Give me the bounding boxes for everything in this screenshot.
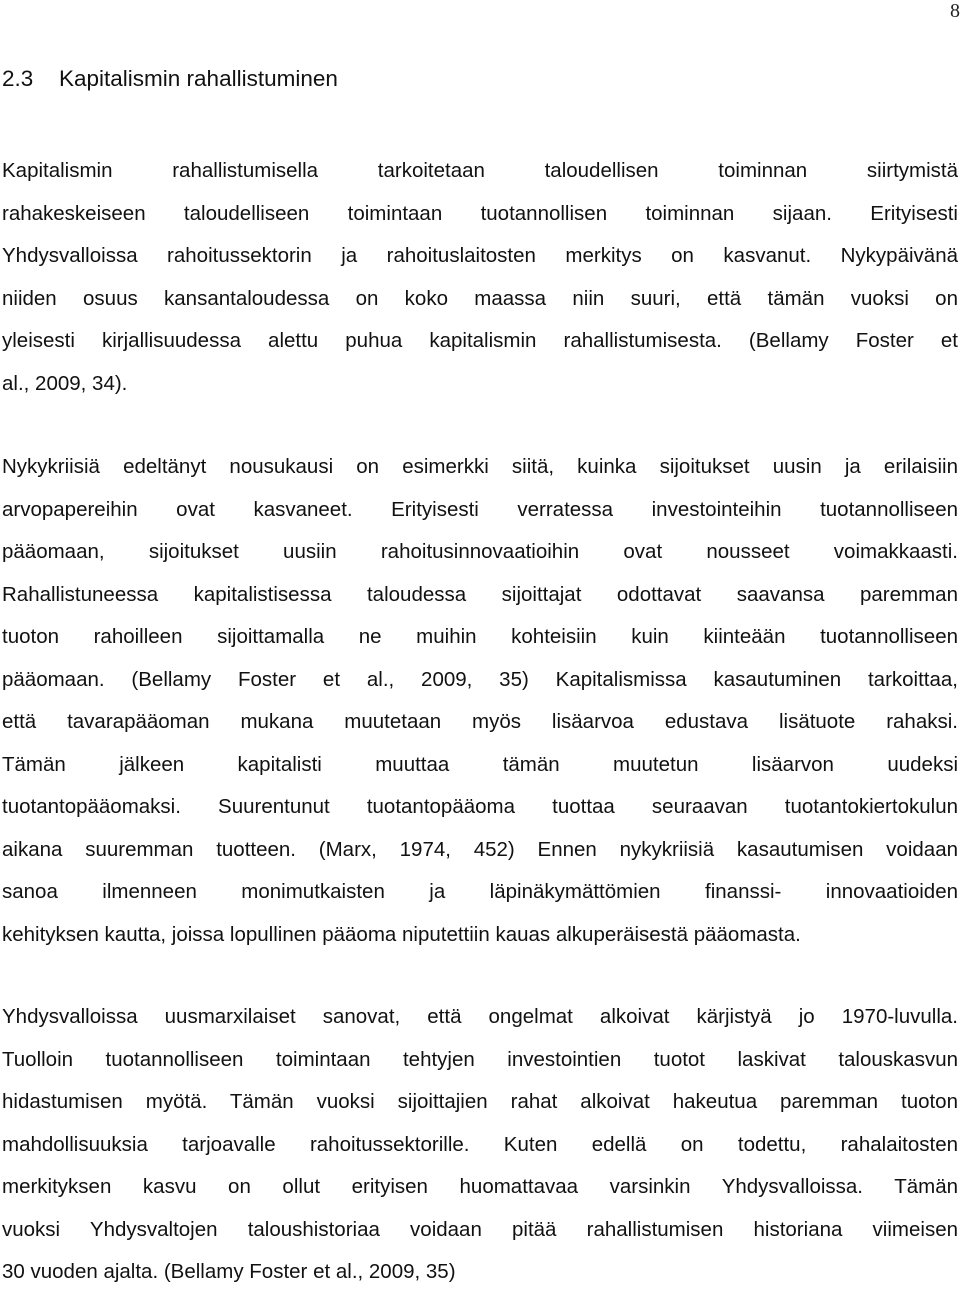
paragraph-line: pääomaan, sijoitukset uusiin rahoitusinnovaatioihin ovat nousseet voimakkaasti. [2, 540, 958, 563]
paragraph-line: merkityksen kasvu on ollut erityisen huomattavaa varsinkin Yhdysvalloissa. Tämän [2, 1175, 958, 1198]
paragraph-line: tuoton rahoilleen sijoittamalla ne muihin kohteisiin kuin kiinteään tuotannolliseen [2, 625, 958, 648]
page-number: 8 [950, 0, 960, 22]
section-title: Kapitalismin rahallistuminen [59, 66, 338, 91]
paragraph-line: Yhdysvalloissa rahoitussektorin ja rahoituslaitosten merkitys on kasvanut. Nykypäivänä [2, 244, 958, 267]
paragraph-line: Yhdysvalloissa uusmarxilaiset sanovat, että ongelmat alkoivat kärjistyä jo 1970-luvulla. [2, 1005, 958, 1028]
paragraph-line: al., 2009, 34). [2, 371, 128, 395]
paragraph-line: että tavarapääoman mukana muutetaan myös lisäarvoa edustava lisätuote rahaksi. [2, 710, 958, 733]
paragraph-1 [2, 150, 958, 405]
paragraph-line: kehityksen kautta, joissa lopullinen pääoma niputettiin kauas alkuperäisestä pääomasta. [2, 922, 801, 946]
paragraph-line: yleisesti kirjallisuudessa alettu puhua kapitalismin rahallistumisesta. (Bellamy Foster et [2, 329, 958, 352]
paragraph-2 [2, 446, 958, 956]
paragraph-line: Kapitalismin rahallistumisella tarkoitetaan taloudellisen toiminnan siirtymistä [2, 159, 958, 182]
paragraph-line: 30 vuoden ajalta. (Bellamy Foster et al., 2009, 35) [2, 1260, 456, 1283]
section-heading [2, 66, 338, 92]
section-number: 2.3 [2, 66, 34, 91]
paragraph-3 [2, 996, 958, 1294]
paragraph-line: niiden osuus kansantaloudessa on koko maassa niin suuri, että tämän vuoksi on [2, 286, 958, 310]
paragraph-line: sanoa ilmenneen monimutkaisten ja läpinäkymättömien finanssi- innovaatioiden [2, 880, 958, 903]
paragraph-line: mahdollisuuksia tarjoavalle rahoitussektorille. Kuten edellä on todettu, rahalaitosten [2, 1132, 958, 1156]
paragraph-line: Tämän jälkeen kapitalisti muuttaa tämän muutetun lisäarvon uudeksi [2, 752, 958, 776]
paragraph-line: aikana suuremman tuotteen. (Marx, 1974, 452) Ennen nykykriisiä kasautumisen voidaan [2, 837, 958, 861]
paragraph-line: pääomaan. (Bellamy Foster et al., 2009, 35) Kapitalismissa kasautuminen tarkoittaa, [2, 667, 958, 691]
paragraph-line: Tuolloin tuotannolliseen toimintaan tehtyjen investointien tuotot laskivat talouskasvun [2, 1047, 958, 1071]
paragraph-line: arvopapereihin ovat kasvaneet. Erityisesti verratessa investointeihin tuotannolliseen [2, 497, 958, 521]
paragraph-line: rahakeskeiseen taloudelliseen toimintaan tuotannollisen toiminnan sijaan. Erityisesti [2, 201, 958, 225]
paragraph-line: vuoksi Yhdysvaltojen taloushistoriaa voidaan pitää rahallistumisen historiana viimeisen [2, 1217, 958, 1241]
paragraph-line: Nykykriisiä edeltänyt nousukausi on esimerkki siitä, kuinka sijoitukset uusin ja erilaisiin [2, 455, 958, 478]
paragraph-line: Rahallistuneessa kapitalistisessa taloudessa sijoittajat odottavat saavansa paremman [2, 582, 958, 606]
paragraph-line: hidastumisen myötä. Tämän vuoksi sijoittajien rahat alkoivat hakeutua paremman tuoton [2, 1090, 958, 1113]
paragraph-line: tuotantopääomaksi. Suurentunut tuotantopääoma tuottaa seuraavan tuotantokiertokulun [2, 795, 958, 818]
